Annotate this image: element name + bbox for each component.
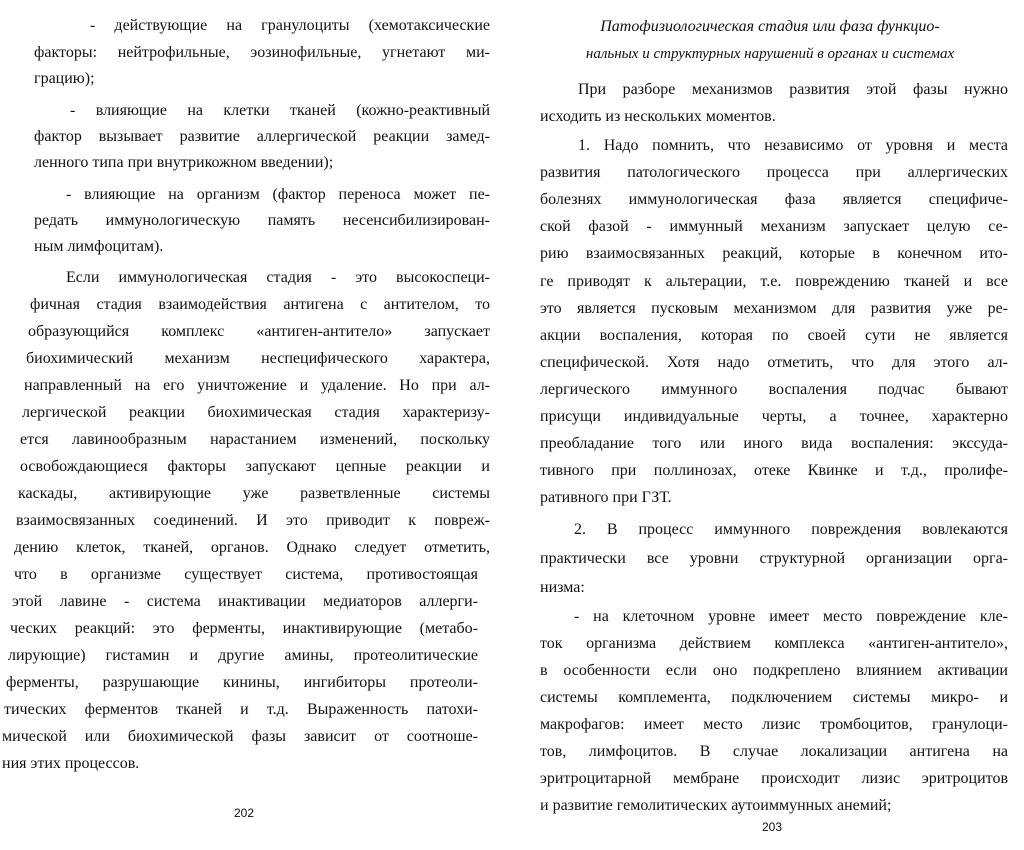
text-line: ческих реакций: это ферменты, инактивирующие (метабо- [10, 620, 478, 637]
text-line: что в организме существует система, противостоящая [14, 566, 478, 583]
text-line: специфической. Хотя надо отметить, что для этого ал- [540, 354, 1008, 371]
text-line: присущи индивидуальные черты, а точнее, характерно [540, 408, 1008, 425]
text-line: ге приводят к альтерации, т.е. повреждению тканей и все [540, 273, 1008, 290]
text-line: ленного типа при внутрикожном введении); [34, 154, 334, 171]
text-line: ется лавинообразным нарастанием изменений, поскольку [20, 431, 490, 448]
text-line: этой лавине - система инактивации медиаторов аллерги- [12, 593, 478, 610]
text-line: взаимосвязанных соединений. И это приводит к повреж- [16, 512, 490, 529]
text-line: биохимический механизм неспецифического характера, [26, 350, 490, 367]
text-line: ферменты, разрушающие кинины, ингибиторы протеоли- [6, 674, 478, 691]
text-line: мической или биохимической фазы зависит от соотноше- [2, 728, 478, 745]
text-line: направленный на его уничтожение и удаление. Но при ал- [24, 377, 490, 394]
text-line: факторы: нейтрофильные, эозинофильные, угнетают ми- [34, 44, 490, 61]
text-line: ской фазой - иммунный механизм запускает целую се- [540, 218, 1008, 235]
text-line: исходить из нескольких моментов. [540, 108, 776, 125]
text-line: образующийся комплекс «антиген-антитело» запускает [28, 323, 490, 340]
text-line: болезнях иммунологическая фаза является специфиче- [540, 191, 1008, 208]
page-number: 203 [761, 820, 783, 834]
text-line: в особенности если оно подкреплено влиянием активации [540, 662, 1008, 679]
text-line: фактор вызывает развитие аллергической реакции замед- [34, 128, 490, 145]
text-line: системы комплемента, подключением системы микро- и [540, 689, 1008, 706]
text-line: тивного при поллинозах, отеке Квинке и т.д., пролифе- [540, 462, 1008, 479]
right-page [512, 0, 1024, 850]
text-line: рию взаимосвязанных реакций, которые в конечном ито- [540, 245, 1008, 262]
text-line: лирующие) гистамин и другие амины, протеолитические [8, 647, 478, 664]
text-line: тов, лимфоцитов. В случае локализации антигена на [540, 743, 1008, 760]
page-number: 202 [233, 806, 255, 820]
text-line: преобладание того или иного вида воспаления: экссуда- [540, 435, 1008, 452]
text-line: и развитие гемолитических аутоиммунных анемий; [540, 797, 892, 814]
text-line: лергического иммунного воспаления подчас бывают [540, 381, 1008, 398]
text-line: ным лимфоцитам). [34, 238, 164, 255]
text-line: Если иммунологическая стадия - это высокоспеци- [66, 269, 490, 286]
text-line: эритроцитарной мембране происходит лизис эритроцитов [540, 770, 1008, 787]
text-line: 2. В процесс иммунного повреждения вовлекаются [574, 521, 1008, 538]
text-line: акции воспаления, которая по своей сути не является [540, 327, 1008, 344]
text-line: макрофагов: имеет место лизис тромбоцитов, гранулоци- [540, 716, 1008, 733]
text-line: ния этих процессов. [2, 755, 140, 772]
text-line: каскады, активирующие уже разветвленные системы [18, 485, 490, 502]
text-line: дению клеток, тканей, органов. Однако следует отметить, [14, 539, 490, 556]
text-line: грацию); [34, 70, 95, 87]
text-line: лергической реакции биохимическая стадия характеризу- [22, 404, 490, 421]
text-line: ративного при ГЗТ. [540, 489, 672, 506]
text-line: - на клеточном уровне имеет место повреждение кле- [574, 608, 1008, 625]
text-line: ток организма действием комплекса «антиген-антитело», [540, 635, 1008, 652]
text-line: тических ферментов тканей и т.д. Выраженность патохи- [4, 701, 478, 718]
text-line: - действующие на гранулоциты (хемотаксические [90, 17, 490, 34]
section-heading-line: Патофизиологическая стадия или фаза функцио- [600, 18, 940, 35]
text-line: 1. Надо помнить, что независимо от уровня и места [578, 137, 1008, 154]
text-line: При разборе механизмов развития этой фазы нужно [578, 81, 1008, 98]
text-line: практически все уровни структурной организации орга- [540, 550, 1008, 567]
text-line: развития патологического процесса при аллергических [540, 164, 1008, 181]
text-line: освобождающиеся факторы запускают цепные реакции и [20, 458, 490, 475]
section-heading-line: нальных и структурных нарушений в органах и системах [585, 46, 955, 62]
text-line: - влияющие на организм (фактор переноса может пе- [66, 186, 490, 203]
text-line: редать иммунологическую память несенсибилизирован- [34, 212, 490, 229]
text-line: это является пусковым механизмом для развития уже ре- [540, 300, 1008, 317]
text-line: - влияющие на клетки тканей (кожно-реактивный [70, 102, 490, 119]
text-line: фичная стадия взаимодействия антигена с антителом, то [30, 296, 490, 313]
text-line: низма: [540, 579, 585, 596]
